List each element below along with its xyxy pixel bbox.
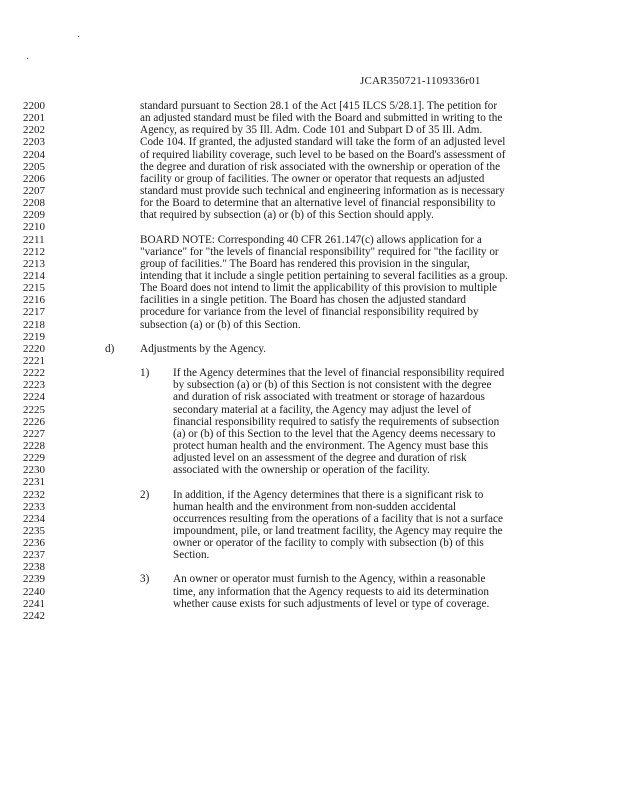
- line-number: 2237: [23, 549, 45, 562]
- line-text: associated with the ownership or operation of the facility.: [173, 464, 430, 477]
- document-line: [0, 100, 618, 112]
- line-number: 2226: [23, 415, 45, 428]
- line-text: whether cause exists for such adjustments of level or type of coverage.: [173, 597, 490, 610]
- document-line: [0, 282, 618, 294]
- line-number: 2232: [23, 488, 45, 501]
- line-number: 2210: [23, 221, 45, 234]
- document-line: [0, 367, 618, 379]
- line-text: human health and the environment from non-sudden accidental: [173, 500, 457, 513]
- line-text: by subsection (a) or (b) of this Section is not consistent with the degree: [173, 379, 492, 392]
- line-number: 2239: [23, 573, 45, 586]
- document-line: [0, 525, 618, 537]
- line-text: that required by subsection (a) or (b) of this Section should apply.: [140, 209, 434, 222]
- document-line: [0, 306, 618, 318]
- line-text: If the Agency determines that the level of financial responsibility required: [173, 367, 505, 380]
- line-number: 2236: [23, 537, 45, 550]
- document-line: [0, 452, 618, 464]
- document-line: [0, 197, 618, 209]
- list-marker: 2): [140, 488, 150, 501]
- document-line: [0, 124, 618, 136]
- line-number: 2216: [23, 294, 45, 307]
- line-number: 2209: [23, 209, 45, 222]
- line-number: 2235: [23, 524, 45, 537]
- line-number: 2220: [23, 342, 45, 355]
- line-text: protect human health and the environment. The Agency must base this: [173, 439, 489, 452]
- document-line: [0, 440, 618, 452]
- line-number: 2215: [23, 282, 45, 295]
- document-line: [0, 513, 618, 525]
- document-line: [0, 112, 618, 124]
- document-line: [0, 270, 618, 282]
- line-number: 2208: [23, 197, 45, 210]
- document-line: [0, 161, 618, 173]
- line-number: 2214: [23, 269, 45, 282]
- line-text: time, any information that the Agency requests to aid its determination: [173, 585, 489, 598]
- document-line: [0, 476, 618, 488]
- document-line: [0, 416, 618, 428]
- line-number: 2219: [23, 330, 45, 343]
- line-number: 2212: [23, 245, 45, 258]
- line-number: 2221: [23, 354, 45, 367]
- line-number: 2225: [23, 403, 45, 416]
- line-text: owner or operator of the facility to comply with subsection (b) of this: [173, 537, 484, 550]
- line-number: 2234: [23, 512, 45, 525]
- document-line: [0, 149, 618, 161]
- document-line: [0, 355, 618, 367]
- line-number: 2241: [23, 597, 45, 610]
- line-number: 2233: [23, 500, 45, 513]
- document-line: [0, 598, 618, 610]
- line-number: 2211: [23, 233, 45, 246]
- line-number: 2230: [23, 464, 45, 477]
- line-text: facility or group of facilities. The owner or operator that requests an adjusted: [140, 172, 485, 185]
- line-text: secondary material at a facility, the Agency may adjust the level of: [173, 403, 472, 416]
- document-line: [0, 234, 618, 246]
- line-number: 2238: [23, 561, 45, 574]
- line-text: the degree and duration of risk associated with the ownership or operation of the: [140, 160, 501, 173]
- line-text: (a) or (b) of this Section to the level that the Agency deems necessary to: [173, 427, 496, 440]
- document-line: [0, 379, 618, 391]
- scan-speck: ·: [26, 54, 30, 65]
- line-number: 2223: [23, 379, 45, 392]
- line-text: Agency, as required by 35 Ill. Adm. Code 101 and Subpart D of 35 Ill. Adm.: [140, 124, 483, 137]
- line-text: an adjusted standard must be filed with the Board and submitted in writing to the: [140, 112, 503, 125]
- list-marker: 3): [140, 573, 150, 586]
- line-number: 2213: [23, 257, 45, 270]
- line-number: 2222: [23, 367, 45, 380]
- line-number: 2203: [23, 136, 45, 149]
- document-line: [0, 136, 618, 148]
- line-text: of required liability coverage, such level to be based on the Board's assessment of: [140, 148, 506, 161]
- document-line: [0, 294, 618, 306]
- line-number: 2231: [23, 476, 45, 489]
- line-text: standard must provide such technical and engineering information as is necessary: [140, 184, 505, 197]
- line-text: "variance" for "the levels of financial responsibility" required for "the facility or: [140, 245, 499, 258]
- document-line: [0, 501, 618, 513]
- line-number: 2227: [23, 427, 45, 440]
- line-text: The Board does not intend to limit the applicability of this provision to multiple: [140, 282, 498, 295]
- document-line: [0, 610, 618, 622]
- line-number: 2204: [23, 148, 45, 161]
- line-text: adjusted level on an assessment of the degree and duration of risk: [173, 452, 467, 465]
- document-header-code: JCAR350721-1109336r01: [360, 75, 481, 87]
- line-text: occurrences resulting from the operations of a facility that is not a surface: [173, 512, 503, 525]
- document-line: [0, 464, 618, 476]
- document-line: [0, 489, 618, 501]
- document-line: [0, 586, 618, 598]
- document-line: [0, 561, 618, 573]
- document-line: [0, 221, 618, 233]
- line-text: standard pursuant to Section 28.1 of the Act [415 ILCS 5/28.1]. The petition for: [140, 100, 498, 112]
- line-number: 2202: [23, 124, 45, 137]
- line-number: 2206: [23, 172, 45, 185]
- line-number: 2228: [23, 439, 45, 452]
- document-line: [0, 343, 618, 355]
- document-line: [0, 319, 618, 331]
- document-line: [0, 209, 618, 221]
- line-text: An owner or operator must furnish to the Agency, within a reasonable: [173, 573, 486, 586]
- line-text: Code 104. If granted, the adjusted standard will take the form of an adjusted level: [140, 136, 506, 149]
- line-number: 2218: [23, 318, 45, 331]
- line-text: Adjustments by the Agency.: [140, 342, 267, 355]
- line-text: and duration of risk associated with treatment or storage of hazardous: [173, 391, 485, 404]
- document-line: [0, 428, 618, 440]
- list-marker: 1): [140, 367, 150, 380]
- line-number: 2240: [23, 585, 45, 598]
- line-numbered-body: [0, 100, 618, 622]
- line-number: 2224: [23, 391, 45, 404]
- document-line: [0, 185, 618, 197]
- line-text: Section.: [173, 549, 210, 562]
- document-line: [0, 173, 618, 185]
- line-text: subsection (a) or (b) of this Section.: [140, 318, 301, 331]
- line-text: intending that it include a single petition pertaining to several facilities as a group.: [140, 269, 508, 282]
- line-text: financial responsibility required to satisfy the requirements of subsection: [173, 415, 500, 428]
- document-line: [0, 391, 618, 403]
- document-line: [0, 331, 618, 343]
- line-text: facilities in a single petition. The Board has chosen the adjusted standard: [140, 294, 467, 307]
- list-marker: d): [105, 342, 115, 355]
- line-number: 2201: [23, 112, 45, 125]
- line-text: procedure for variance from the level of financial responsibility required by: [140, 306, 479, 319]
- line-text: BOARD NOTE: Corresponding 40 CFR 261.147(c) allows application for a: [140, 233, 482, 246]
- line-number: 2229: [23, 452, 45, 465]
- scan-speck: ·: [77, 32, 81, 43]
- line-text: for the Board to determine that an alternative level of financial responsibility to: [140, 197, 496, 210]
- document-line: [0, 573, 618, 585]
- document-line: [0, 258, 618, 270]
- document-line: [0, 404, 618, 416]
- line-text: group of facilities." The Board has rendered this provision in the singular,: [140, 257, 470, 270]
- line-number: 2207: [23, 184, 45, 197]
- line-number: 2200: [23, 100, 45, 112]
- document-line: [0, 537, 618, 549]
- document-line: [0, 549, 618, 561]
- line-text: impoundment, pile, or land treatment facility, the Agency may require the: [173, 524, 503, 537]
- line-number: 2205: [23, 160, 45, 173]
- line-text: In addition, if the Agency determines that there is a significant risk to: [173, 488, 484, 501]
- line-number: 2242: [23, 609, 45, 622]
- document-line: [0, 246, 618, 258]
- line-number: 2217: [23, 306, 45, 319]
